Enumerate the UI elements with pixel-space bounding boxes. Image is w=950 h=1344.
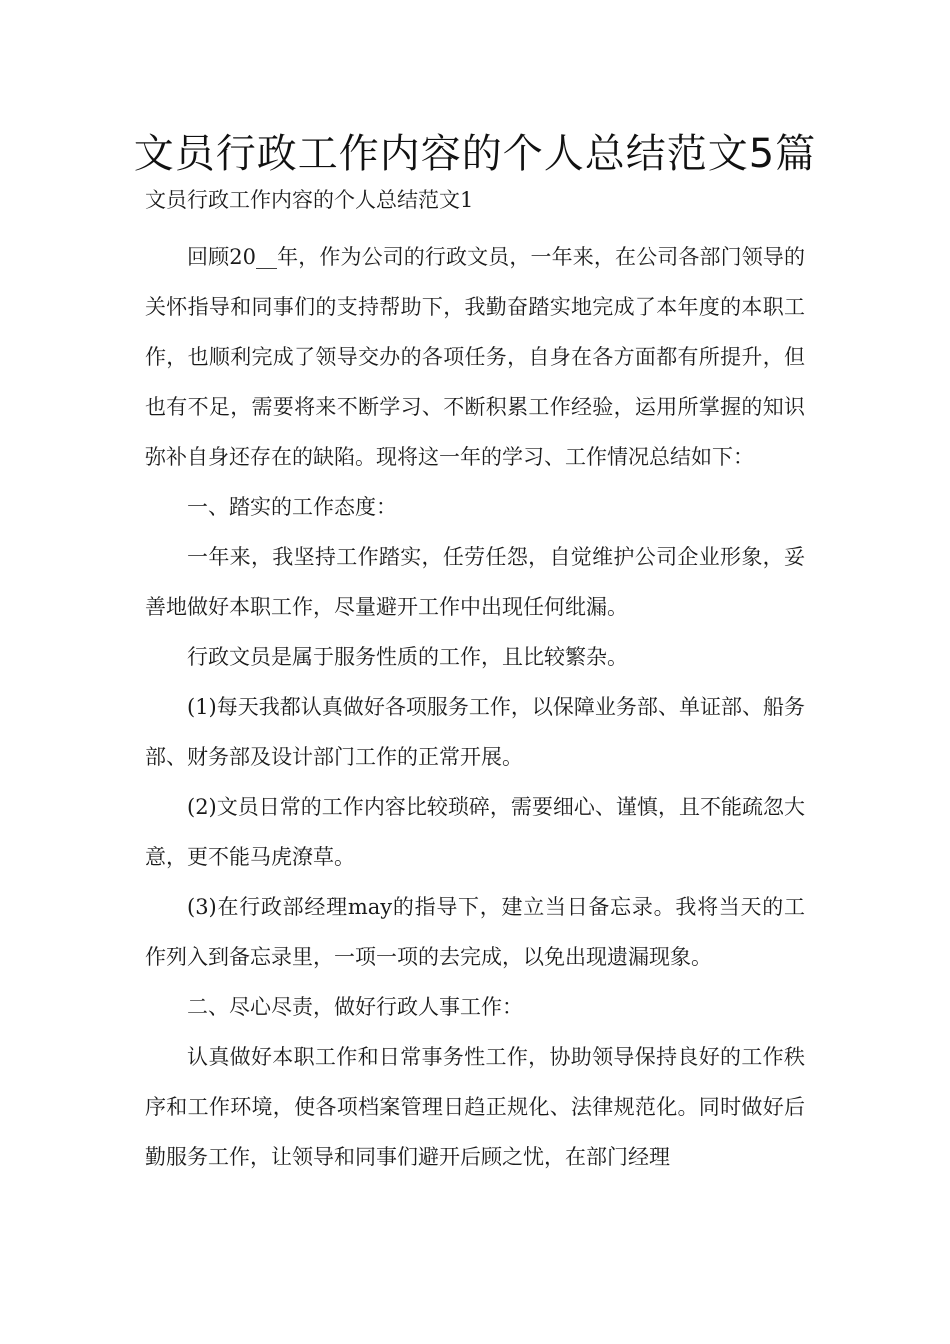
section-heading-attitude: 一、踏实的工作态度： bbox=[187, 495, 397, 519]
paragraph-item-2: (2)文员日常的工作内容比较琐碎，需要细心、谨慎，且不能疏忽大意，更不能马虎潦草。 bbox=[145, 795, 805, 869]
paragraph-attitude: 一年来，我坚持工作踏实，任劳任怨，自觉维护公司企业形象，妥善地做好本职工作，尽量避开工作中出现任何纰漏。 bbox=[145, 545, 805, 619]
section-heading-admin: 二、尽心尽责，做好行政人事工作： bbox=[187, 995, 523, 1019]
paragraph-admin: 认真做好本职工作和日常事务性工作，协助领导保持良好的工作秩序和工作环境，使各项档案管理日趋正规化、法律规范化。同时做好后勤服务工作，让领导和同事们避开后顾之忧，在部门经理 bbox=[145, 1045, 805, 1169]
document-subtitle: 文员行政工作内容的个人总结范文1 bbox=[145, 188, 474, 212]
document-title: 文员行政工作内容的个人总结范文5篇 bbox=[133, 131, 817, 177]
document-body bbox=[145, 232, 805, 1182]
paragraph-intro: 回顾20__年，作为公司的行政文员，一年来，在公司各部门领导的关怀指导和同事们的支持帮助下，我勤奋踏实地完成了本年度的本职工作，也顺利完成了领导交办的各项任务，自身在各方面都有所提升，但也有不足，需要将来不断学习、不断积累工作经验，运用所掌握的知识弥补自身还存在的缺陷。现将这一年的学习、工作情况总结如下： bbox=[145, 245, 805, 469]
paragraph-service-nature: 行政文员是属于服务性质的工作，且比较繁杂。 bbox=[187, 645, 628, 669]
paragraph-item-3: (3)在行政部经理may的指导下，建立当日备忘录。我将当天的工作列入到备忘录里，一项一项的去完成，以免出现遗漏现象。 bbox=[145, 895, 805, 969]
paragraph-item-1: (1)每天我都认真做好各项服务工作，以保障业务部、单证部、船务部、财务部及设计部门工作的正常开展。 bbox=[145, 695, 805, 769]
